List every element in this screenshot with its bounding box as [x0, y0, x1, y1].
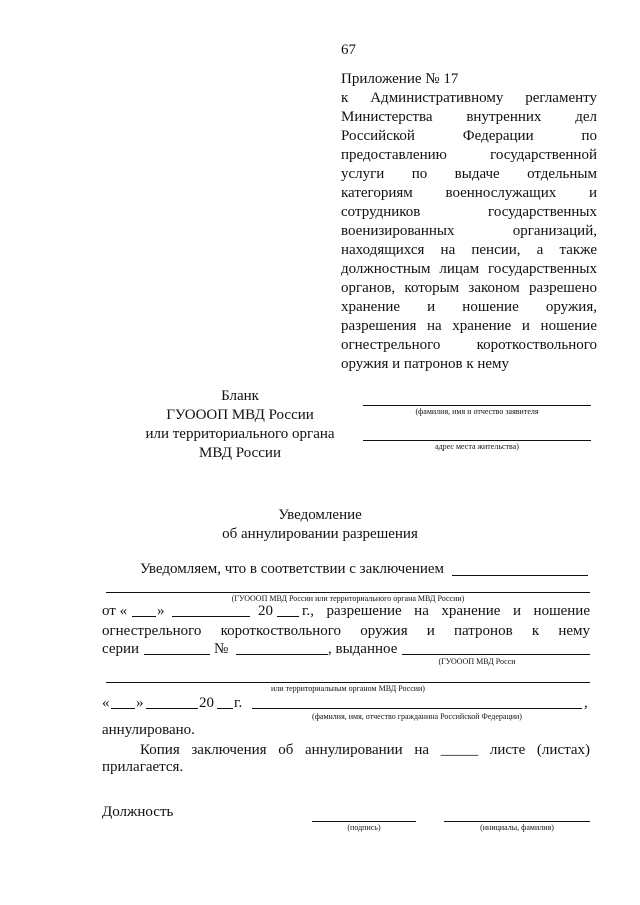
notice-title: Уведомление — [278, 507, 362, 523]
year-blank — [277, 616, 299, 617]
appendix-line: разрешения на хранение и ношение — [341, 318, 597, 334]
year2-blank — [217, 708, 233, 709]
appendix-line: должностным лицам государственных — [341, 261, 597, 277]
appendix-line: к Административному регламенту — [341, 90, 597, 106]
number-label: № — [214, 641, 229, 657]
issued-label: , выданное — [328, 641, 398, 657]
initials-caption: (инициалы, фамилия) — [480, 823, 554, 832]
authority-line — [106, 592, 590, 593]
appendix-text — [341, 89, 597, 374]
year-prefix: 20 — [258, 603, 273, 619]
applicant-name-caption: (фамилия, имя и отчество заявителя — [415, 407, 539, 416]
conclusion-blank — [452, 575, 588, 576]
appendix-line: оружия и патронов к нему — [341, 356, 510, 372]
issuer-caption-2: или территориальным органом МВД России) — [271, 684, 425, 693]
number-blank — [236, 654, 328, 655]
weapon-text: огнестрельного короткоствольного оружия и патронов к нему — [102, 623, 590, 639]
blank-line: Бланк — [221, 388, 259, 404]
appendix-line: Российской Федерации по — [341, 128, 597, 144]
applicant-address-caption: адрес места жительства) — [435, 442, 519, 451]
blank-line: ГУОООП МВД России — [166, 407, 314, 423]
date2-open: « — [102, 695, 110, 711]
appendix-title: Приложение № 17 — [341, 71, 459, 87]
appendix-line: огнестрельного короткоствольного — [341, 337, 597, 353]
authority-caption: (ГУОООП МВД России или территориального органа МВД России) — [231, 594, 465, 603]
day-blank — [132, 616, 156, 617]
applicant-address-line — [363, 440, 591, 441]
page-number: 67 — [341, 42, 356, 58]
copy-text: Копия заключения об аннулировании на _____ листе (листах) — [140, 742, 590, 758]
appendix-line: услуги по выдаче отдельным — [341, 166, 597, 182]
date-close: » — [157, 603, 165, 619]
body-line-1: Уведомляем, что в соответствии с заключением — [140, 561, 445, 577]
issuer-caption: (ГУОООП МВД Росси — [438, 657, 516, 666]
annulled-text: аннулировано. — [102, 722, 195, 738]
blank-header — [120, 387, 360, 463]
appendix-line: хранение и ношение оружия, — [341, 299, 597, 315]
blank-line: или территориального органа — [145, 426, 335, 442]
appendix-line: предоставлению государственной — [341, 147, 597, 163]
appendix-line: Министерства внутренних дел — [341, 109, 597, 125]
series-blank — [144, 654, 210, 655]
applicant-name-line — [363, 405, 591, 406]
appendix-line: военизированных организаций, — [341, 223, 597, 239]
copy-text-2: прилагается. — [102, 759, 184, 775]
appendix-line: находящихся на пенсии, а также — [341, 242, 597, 258]
issuer-line-2 — [106, 682, 590, 683]
appendix-line: сотрудников государственных — [341, 204, 597, 220]
month-blank — [172, 616, 250, 617]
day2-blank — [111, 708, 135, 709]
blank-line: МВД России — [199, 445, 281, 461]
permit-text: г., разрешение на хранение и ношение — [302, 603, 590, 619]
signature-caption: (подпись) — [347, 823, 381, 832]
appendix-line: категориям военнослужащих и — [341, 185, 597, 201]
year2-g: г. — [234, 695, 243, 711]
signature-line — [312, 821, 416, 822]
series-label: серии — [102, 641, 140, 657]
date-open: от « — [102, 603, 128, 619]
citizen-caption: (фамилия, имя, отчество гражданина Российской Федерации) — [312, 712, 522, 721]
citizen-blank — [252, 708, 582, 709]
month2-blank — [146, 708, 198, 709]
appendix-line: органов, которым законом разрешено — [341, 280, 597, 296]
initials-line — [444, 821, 590, 822]
year2-prefix: 20 — [199, 695, 214, 711]
issuer-blank — [402, 654, 590, 655]
notice-subtitle: об аннулировании разрешения — [222, 526, 418, 542]
citizen-comma: , — [584, 695, 588, 711]
position-label: Должность — [102, 804, 174, 820]
date2-close: » — [136, 695, 144, 711]
